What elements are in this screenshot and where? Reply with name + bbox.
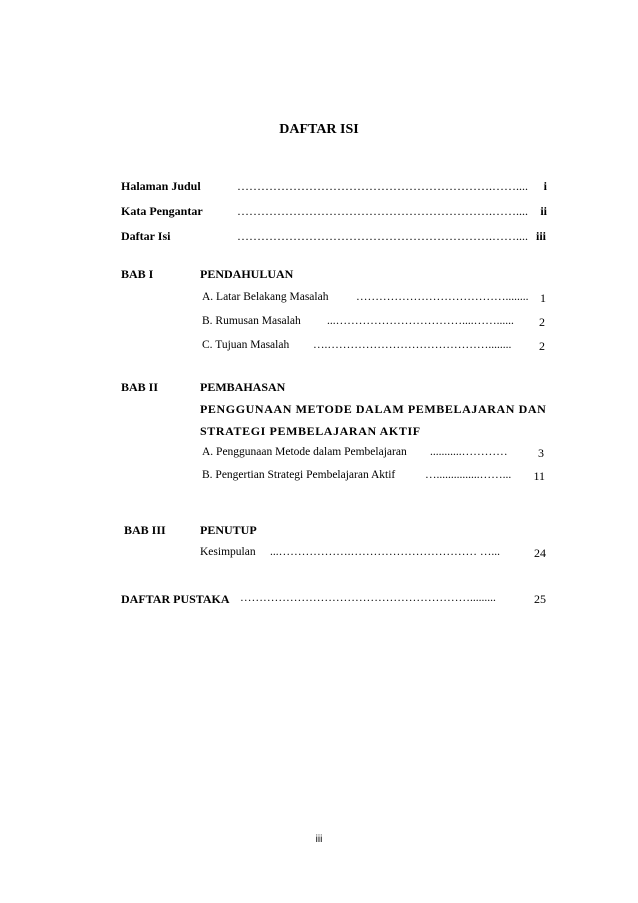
toc-page-number: 1 [540,291,546,305]
toc-leader-dots: ……………………………………………………….…….... [237,204,528,218]
chapter-number-bab-3: BAB III [124,523,166,537]
toc-leader-dots: …………………………………........ [356,291,529,303]
toc-page-number: 3 [538,446,544,460]
chapter-subtitle-line-1: PENGGUNAAN METODE DALAM PEMBELAJARAN DAN [200,402,547,416]
toc-page-number: 2 [539,339,545,353]
toc-page-number: 25 [534,592,546,606]
chapter-title-pendahuluan: PENDAHULUAN [200,267,294,281]
toc-leader-dots: ...........………… [430,446,508,458]
page-number-footer: iii [315,834,323,845]
toc-leader-dots: ……………………………………………………….…….... [237,229,528,243]
toc-page-number: iii [535,229,546,243]
chapter-number-bab-1: BAB I [121,267,154,281]
toc-entry-penggunaan-metode: A. Penggunaan Metode dalam Pembelajaran [202,446,407,458]
toc-page-number: 24 [534,546,546,560]
toc-label-kata-pengantar: Kata Pengantar [121,204,203,218]
chapter-number-bab-2: BAB II [121,380,159,394]
toc-entry-kesimpulan: Kesimpulan [200,546,256,558]
toc-leader-dots: ……………………………………………………….…….... [237,179,528,193]
toc-page-number: ii [540,204,547,218]
toc-label-halaman-judul: Halaman Judul [121,179,201,193]
toc-leader-dots: ...……………….…………………………… …... [270,546,500,558]
chapter-subtitle-line-2: STRATEGI PEMBELAJARAN AKTIF [200,424,421,438]
toc-entry-tujuan-masalah: C. Tujuan Masalah [202,339,290,351]
toc-entry-pengertian-strategi: B. Pengertian Strategi Pembelajaran Aktif [202,469,396,481]
toc-leader-dots: ….……………………………………........ [313,339,512,351]
toc-leader-dots: ...……………………………....……...... [327,315,514,327]
toc-entry-latar-belakang: A. Latar Belakang Masalah [202,291,329,303]
toc-page-number: 11 [533,469,545,483]
toc-entry-rumusan-masalah: B. Rumusan Masalah [202,315,301,327]
toc-leader-dots: …...............……... [425,469,512,481]
chapter-title-penutup: PENUTUP [200,523,257,537]
page-title: DAFTAR ISI [279,122,359,137]
chapter-title-pembahasan: PEMBAHASAN [200,380,286,394]
toc-page-number: 2 [539,315,545,329]
toc-label-daftar-pustaka: DAFTAR PUSTAKA [121,592,230,606]
toc-page-number: i [543,179,547,193]
toc-leader-dots: ……………………………………………………......... [240,592,496,604]
toc-label-daftar-isi: Daftar Isi [121,229,171,243]
